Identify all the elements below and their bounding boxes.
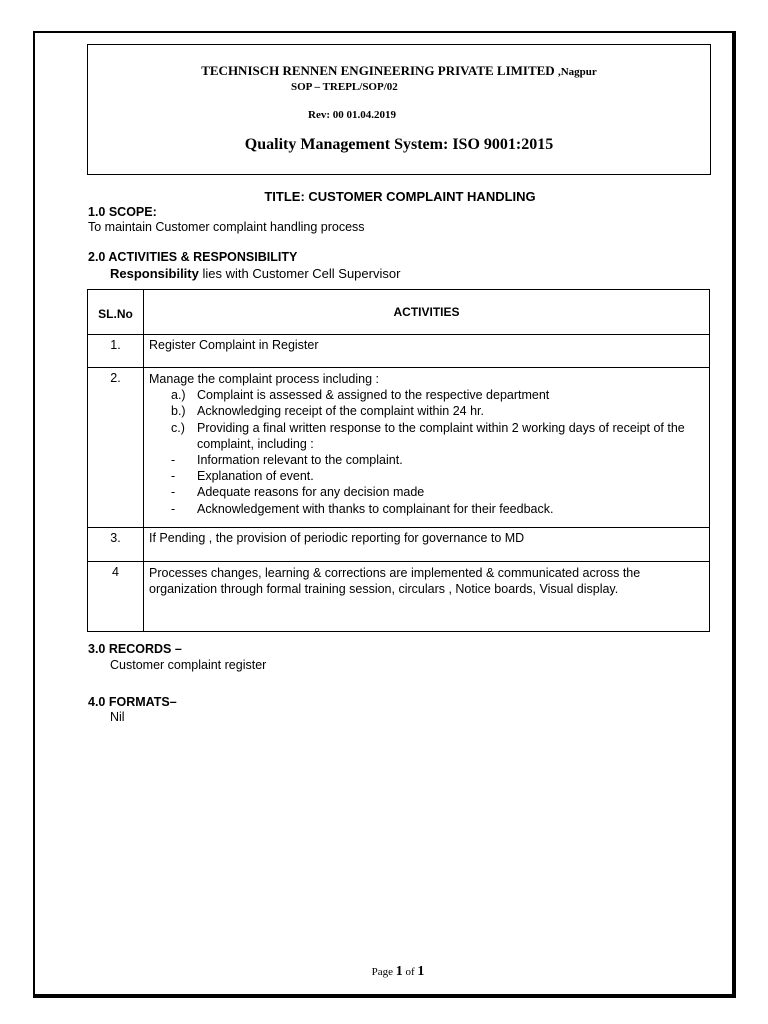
list-item [171,403,703,419]
column-header-slno: SL.No [88,290,144,335]
bullet-marker: - [171,485,176,500]
column-header-activities: ACTIVITIES [144,290,710,335]
company-title: TECHNISCH RENNEN ENGINEERING PRIVATE LIMITED [201,63,555,78]
list-item-label: c.) [171,420,185,435]
document-header [87,44,711,175]
bullet-text: Acknowledgement with thanks to complainant for their feedback. [197,501,554,516]
responsibility-label: Responsibility [110,266,199,281]
row-activity: If Pending , the provision of periodic reporting for governance to MD [144,528,710,562]
total-pages: 1 [417,964,425,979]
activities-heading: 2.0 ACTIVITIES & RESPONSIBILITY [88,250,298,264]
row-number: 2. [88,368,144,528]
list-item-text: Complaint is assessed & assigned to the respective department [197,388,550,403]
row-number: 3. [88,528,144,562]
responsibility-line [110,266,400,281]
row-activity [144,368,710,528]
qms-title: Quality Management System: ISO 9001:2015 [244,136,554,153]
company-name [88,63,710,79]
bullet-item [171,501,703,517]
scope-heading: 1.0 SCOPE: [88,205,157,219]
current-page: 1 [395,964,403,979]
activities-table [87,289,710,632]
bullet-marker: - [171,469,176,484]
table-row [88,562,710,632]
activity-intro: Manage the complaint process including : [149,372,379,386]
company-location: ,Nagpur [557,66,597,78]
bullet-item [171,452,703,468]
page-of-label: of [402,966,418,978]
bullet-marker: - [171,453,176,468]
list-item [171,420,703,452]
bullet-item [171,484,703,500]
list-item [171,387,703,403]
page-label: Page [371,966,396,978]
bullet-text: Information relevant to the complaint. [197,453,403,468]
bullet-text: Adequate reasons for any decision made [197,485,425,500]
bullet-item [171,468,703,484]
row-number: 4 [88,562,144,632]
revision: Rev: 00 01.04.2019 [308,109,396,121]
records-text: Customer complaint register [110,658,267,672]
row-activity: Processes changes, learning & corrections are implemented & communicated across the organization through formal training session, circulars , Notice boards, Visual display. [144,562,710,632]
sop-number: SOP – TREPL/SOP/02 [291,81,398,93]
page-number [0,964,768,980]
list-item-label: a.) [171,388,186,403]
row-activity: Register Complaint in Register [144,335,710,368]
table-row [88,335,710,368]
bullet-marker: - [171,501,176,516]
list-item-label: b.) [171,404,186,419]
table-row [88,528,710,562]
responsibility-text: lies with Customer Cell Supervisor [198,266,401,281]
list-item-text: Acknowledging receipt of the complaint within 24 hr. [197,404,484,419]
document-title: TITLE: CUSTOMER COMPLAINT HANDLING [264,189,536,204]
records-heading: 3.0 RECORDS – [88,642,182,656]
scope-text: To maintain Customer complaint handling process [88,220,365,234]
table-row [88,368,710,528]
formats-text: Nil [110,710,125,724]
list-item-text: Providing a final written response to the complaint within 2 working days of receipt of the complaint, including : [197,420,685,451]
table-header-row [88,290,710,335]
bullet-text: Explanation of event. [197,469,314,484]
formats-heading: 4.0 FORMATS– [88,695,177,709]
row-number: 1. [88,335,144,368]
